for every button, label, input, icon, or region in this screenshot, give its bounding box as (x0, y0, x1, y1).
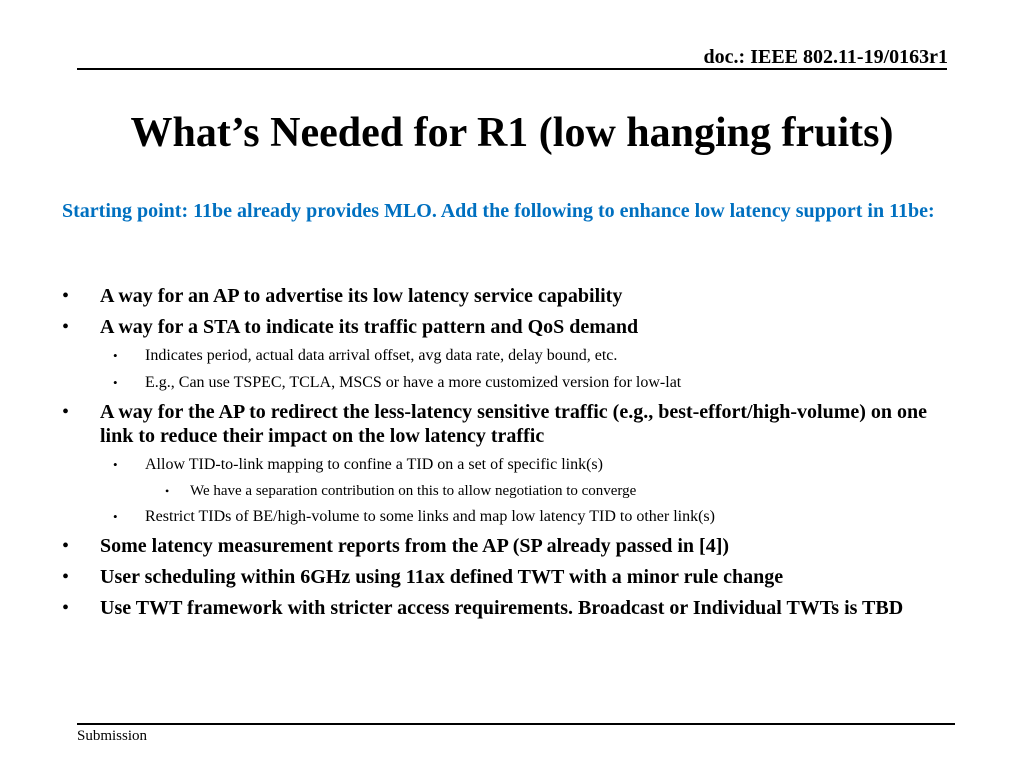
intro-text: Starting point: 11be already provides MLO. Add the following to enhance low latency support in 11be: (62, 200, 935, 222)
sub-bullet-item (62, 507, 962, 527)
bullet-icon: • (113, 375, 118, 390)
document-id: doc.: IEEE 802.11-19/0163r1 (703, 46, 948, 68)
bullet-icon: • (62, 401, 70, 423)
sub-bullet-item (62, 455, 962, 475)
sub-bullet-item (62, 346, 962, 366)
bullet-text: User scheduling within 6GHz using 11ax defined TWT with a minor rule change (100, 566, 784, 588)
footer-divider (77, 723, 955, 725)
bullet-icon: • (62, 535, 70, 557)
slide-title: What’s Needed for R1 (low hanging fruits) (130, 110, 894, 156)
bullet-icon: • (62, 316, 70, 338)
bullet-item (62, 284, 962, 308)
header-divider (77, 68, 947, 70)
bullet-text: A way for the AP to redirect the less-latency sensitive traffic (e.g., best-effort/high-volume) on one link to reduce their impact on the low latency traffic (100, 401, 928, 447)
bullet-icon: • (62, 285, 70, 307)
bullet-list (62, 284, 962, 627)
bullet-icon: • (165, 484, 170, 498)
bullet-icon: • (62, 566, 70, 588)
sub-sub-bullet-item (62, 482, 962, 501)
bullet-icon: • (113, 348, 118, 363)
bullet-icon: • (113, 457, 118, 472)
bullet-item (62, 315, 962, 339)
bullet-icon: • (62, 597, 70, 619)
bullet-item (62, 534, 962, 558)
bullet-text: Indicates period, actual data arrival offset, avg data rate, delay bound, etc. (145, 347, 618, 364)
bullet-item (62, 565, 962, 589)
bullet-text: Restrict TIDs of BE/high-volume to some links and map low latency TID to other link(s) (145, 508, 715, 525)
bullet-text: We have a separation contribution on this to allow negotiation to converge (190, 483, 637, 499)
bullet-text: A way for a STA to indicate its traffic pattern and QoS demand (100, 316, 639, 338)
bullet-item (62, 596, 962, 620)
bullet-icon: • (113, 509, 118, 524)
bullet-text: E.g., Can use TSPEC, TCLA, MSCS or have a more customized version for low-lat (145, 374, 682, 391)
footer-label: Submission (77, 728, 148, 744)
bullet-text: Use TWT framework with stricter access requirements. Broadcast or Individual TWTs is TBD (100, 597, 904, 619)
bullet-item (62, 400, 962, 448)
bullet-text: Some latency measurement reports from the AP (SP already passed in [4]) (100, 535, 730, 557)
sub-bullet-item (62, 373, 962, 393)
bullet-text: A way for an AP to advertise its low latency service capability (100, 285, 623, 307)
bullet-text: Allow TID-to-link mapping to confine a TID on a set of specific link(s) (145, 456, 603, 473)
